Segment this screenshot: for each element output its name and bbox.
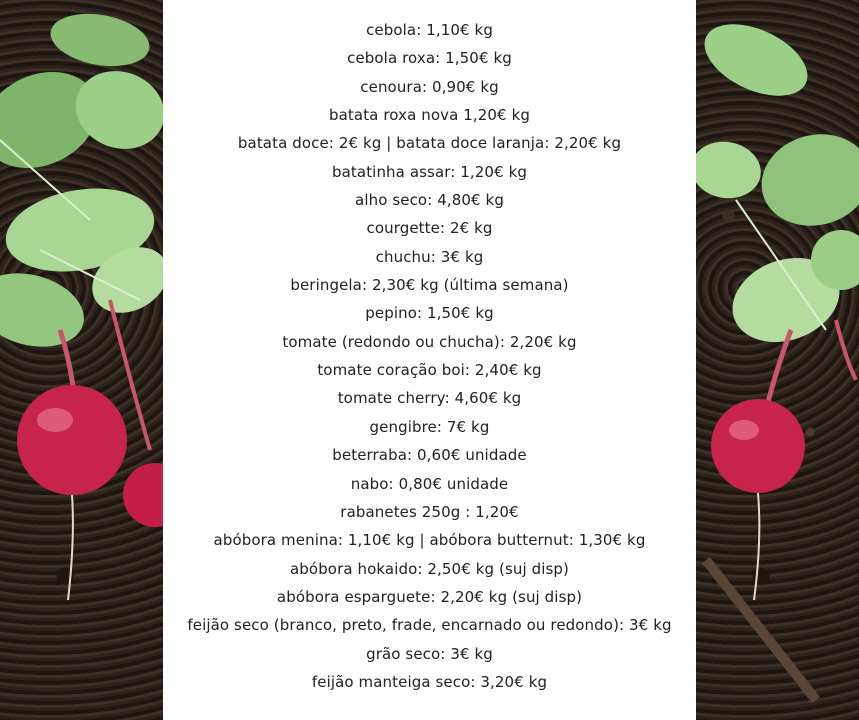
radish-photo-left xyxy=(0,0,163,720)
price-item: tomate cherry: 4,60€ kg xyxy=(337,389,522,408)
price-item: alho seco: 4,80€ kg xyxy=(355,191,504,210)
price-item: feijão seco (branco, preto, frade, encarnado ou redondo): 3€ kg xyxy=(187,616,672,635)
price-item: chuchu: 3€ kg xyxy=(375,247,484,266)
price-item: feijão manteiga seco: 3,20€ kg xyxy=(311,672,548,691)
price-item: abóbora hokaido: 2,50€ kg (suj disp) xyxy=(290,559,569,578)
price-item: rabanetes 250g : 1,20€ xyxy=(340,502,519,521)
price-item: cebola roxa: 1,50€ kg xyxy=(347,49,512,68)
radish-photo-right xyxy=(696,0,859,720)
price-item: courgette: 2€ kg xyxy=(366,219,493,238)
price-item: abóbora menina: 1,10€ kg | abóbora butternut: 1,30€ kg xyxy=(213,531,646,550)
price-item: beringela: 2,30€ kg (última semana) xyxy=(290,276,569,295)
radish-illustration-left xyxy=(0,0,163,720)
price-item: batata doce: 2€ kg | batata doce laranja: 2,20€ kg xyxy=(237,134,622,153)
price-list-panel xyxy=(163,0,696,720)
price-item: beterraba: 0,60€ unidade xyxy=(332,446,527,465)
price-item: abóbora esparguete: 2,20€ kg (suj disp) xyxy=(276,587,583,606)
price-item: batata roxa nova 1,20€ kg xyxy=(329,106,530,125)
price-item: tomate (redondo ou chucha): 2,20€ kg xyxy=(282,332,577,351)
price-list xyxy=(163,0,696,696)
price-item: gengibre: 7€ kg xyxy=(369,417,490,436)
price-item: grão seco: 3€ kg xyxy=(366,644,493,663)
price-item: cebola: 1,10€ kg xyxy=(366,21,493,39)
price-item: nabo: 0,80€ unidade xyxy=(350,474,509,493)
price-item: cenoura: 0,90€ kg xyxy=(360,77,499,96)
radish-illustration-right xyxy=(696,0,859,720)
price-item: pepino: 1,50€ kg xyxy=(365,304,494,323)
price-item: batatinha assar: 1,20€ kg xyxy=(332,162,527,181)
price-item: tomate coração boi: 2,40€ kg xyxy=(317,361,542,380)
